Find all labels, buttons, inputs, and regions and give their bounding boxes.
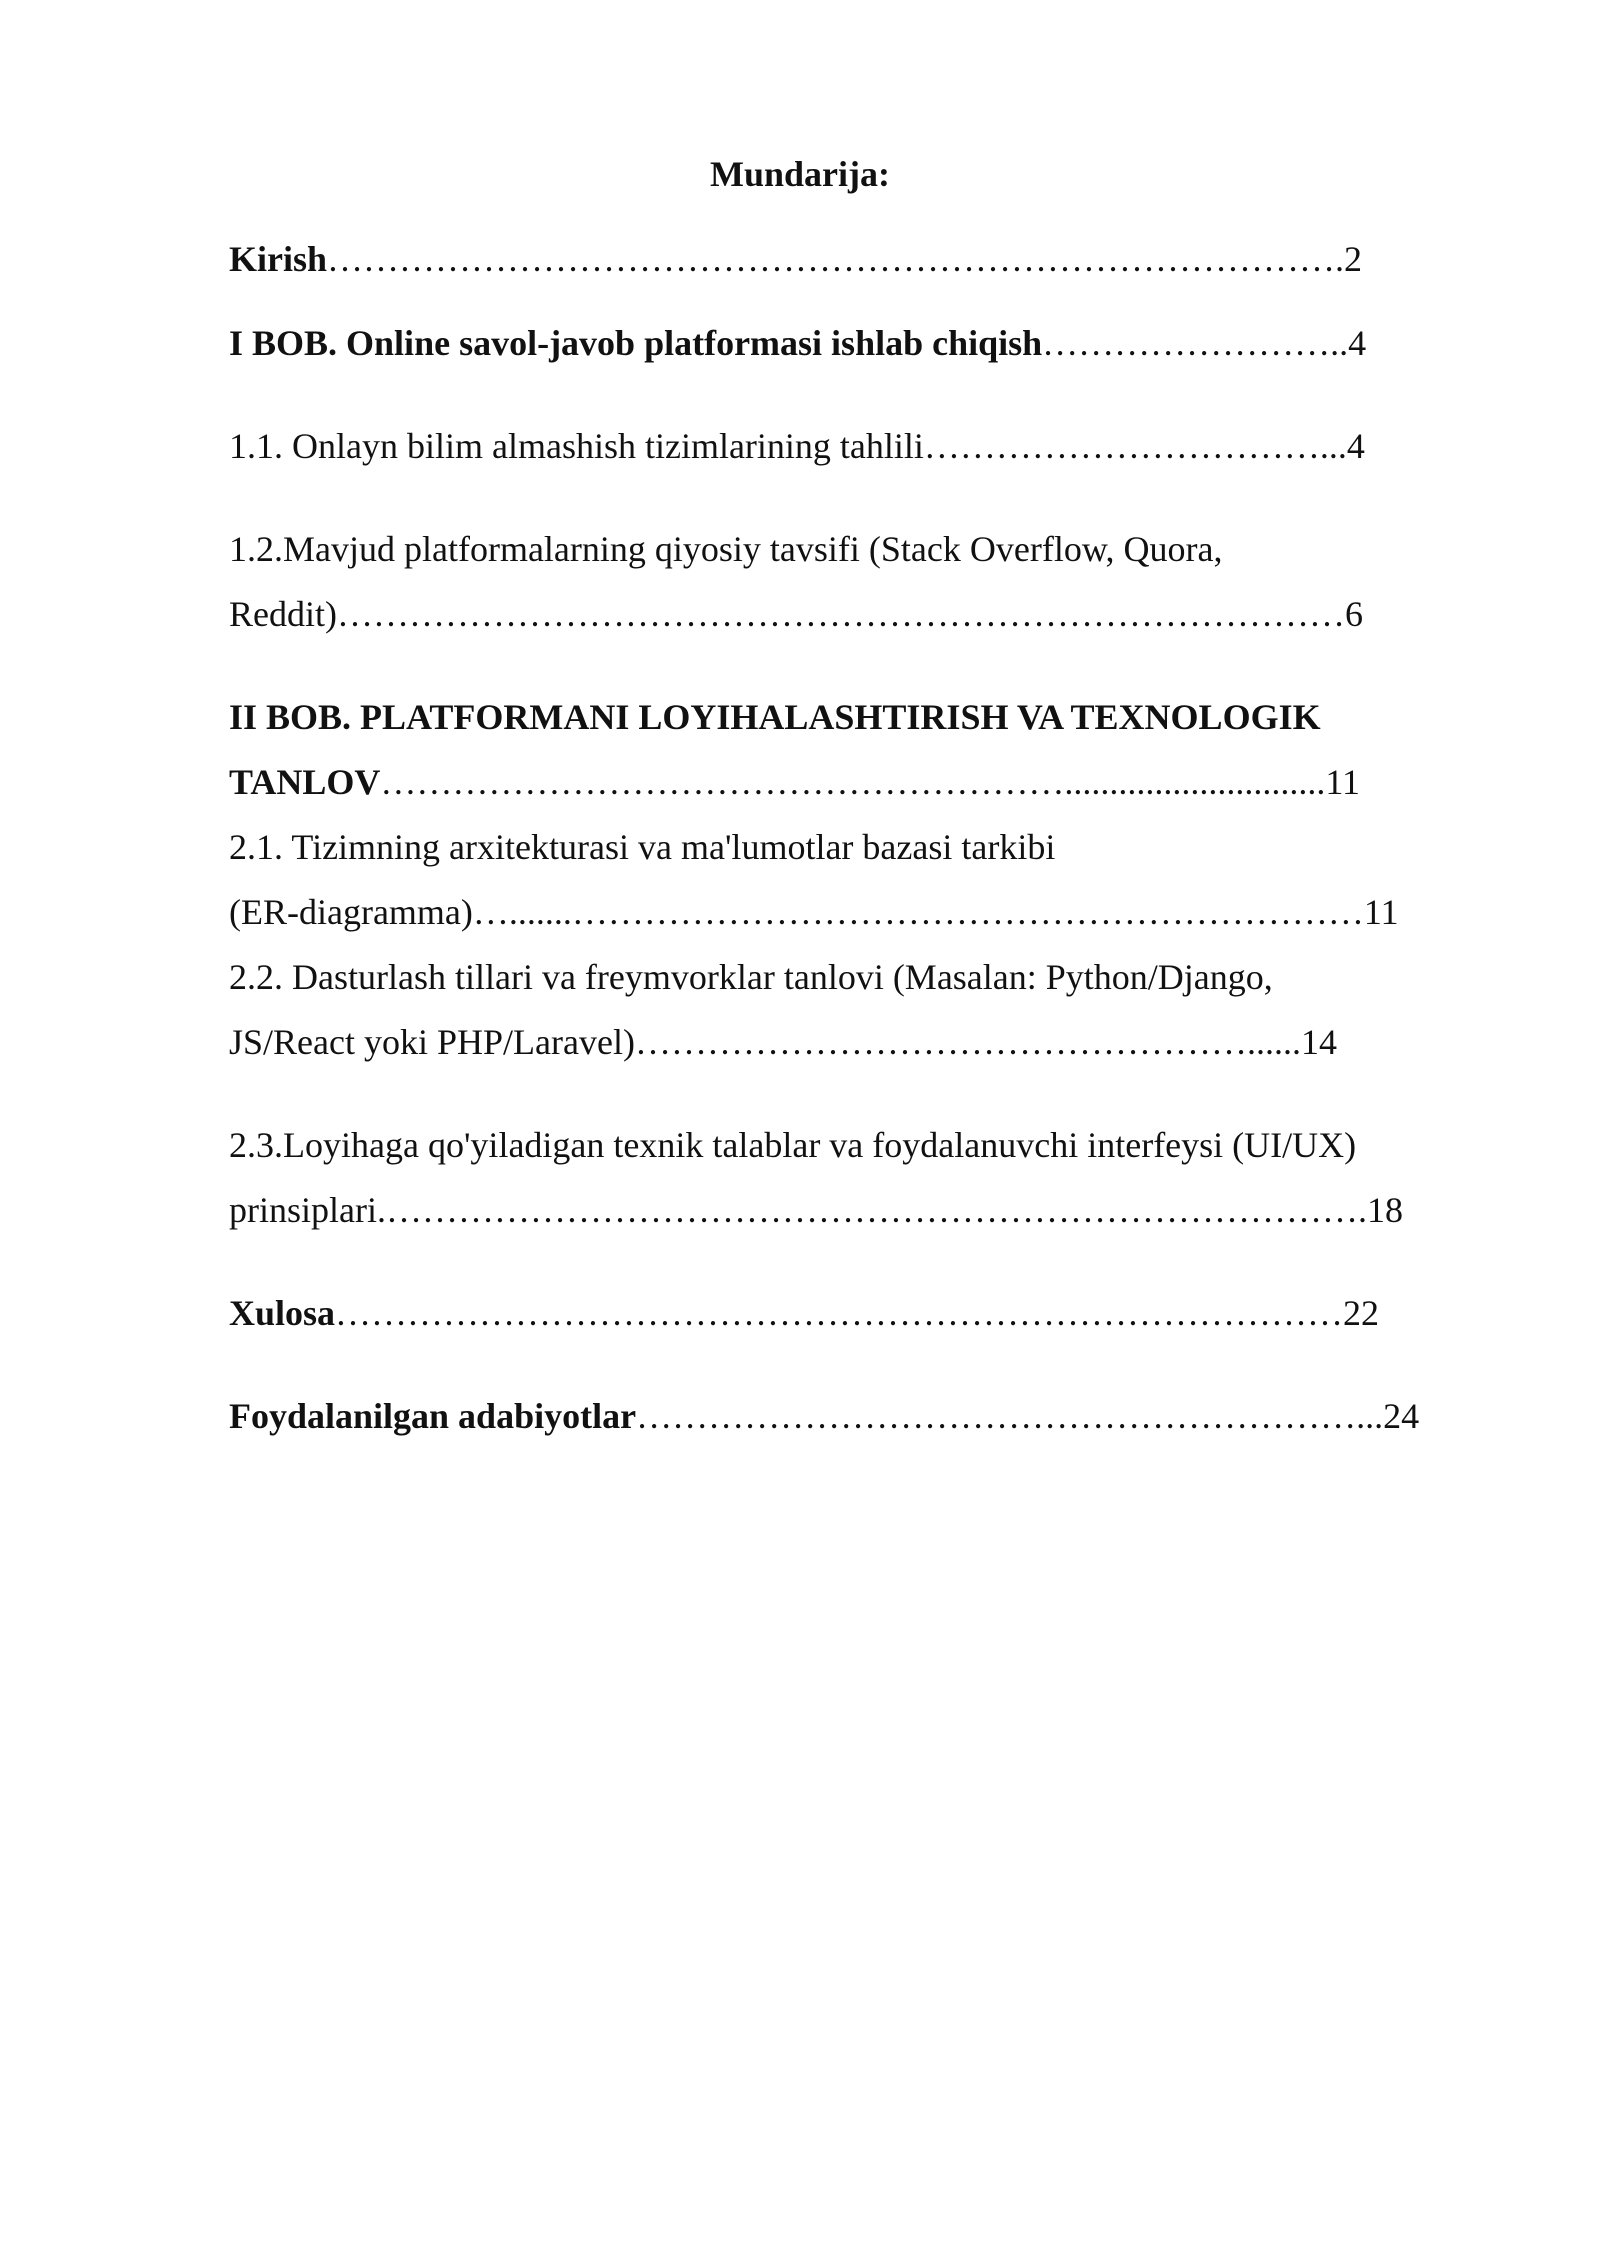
toc-entry-label: 1.2.Mavjud platformalarning qiyosiy tavsifi (Stack Overflow, Quora, <box>229 529 1223 569</box>
toc-entry-chapter-1 <box>229 321 1366 365</box>
toc-entry-chapter-2 <box>229 695 1321 739</box>
toc-entry-label: Reddit) <box>229 594 337 634</box>
toc-page-number: 18 <box>1366 1190 1403 1230</box>
toc-entry-2-3-cont <box>229 1188 1403 1232</box>
toc-title: Mundarija: <box>710 154 890 194</box>
toc-page-number: 24 <box>1383 1396 1420 1436</box>
toc-page-number: 14 <box>1300 1022 1337 1062</box>
toc-entry-2-3 <box>229 1123 1356 1167</box>
toc-entry-label: 2.3.Loyihaga qo'yiladigan texnik talablar va foydalanuvchi interfeysi (UI/UX) <box>229 1125 1357 1165</box>
toc-entry-label: 1.1. Onlayn bilim almashish tizimlarining tahlili <box>229 426 924 466</box>
toc-entry-2-2 <box>229 955 1273 999</box>
toc-leader: ………………………………………………………………………. <box>385 1190 1367 1230</box>
toc-entry-1-2-cont <box>229 592 1363 636</box>
toc-page-number: 6 <box>1344 594 1363 634</box>
toc-entry-label: II BOB. PLATFORMANI LOYIHALASHTIRISH VA TEXNOLOGIK <box>229 697 1321 737</box>
toc-entry-1-1 <box>229 424 1365 468</box>
toc-leader: …………………….. <box>1042 323 1349 363</box>
toc-page-number: 4 <box>1346 426 1365 466</box>
toc-leader: ……………………………………………...... <box>634 1022 1301 1062</box>
toc-entry-label: 2.2. Dasturlash tillari va freymvorklar tanlovi (Masalan: Python/Django, <box>229 957 1273 997</box>
toc-leader: ….......………………………………………………………… <box>472 892 1364 932</box>
toc-page-number: 11 <box>1363 892 1399 932</box>
toc-page-number: 22 <box>1343 1293 1380 1333</box>
toc-leader: ……………………………………………………... <box>636 1396 1384 1436</box>
toc-leader: ………………………………………………………………………… <box>335 1293 1344 1333</box>
toc-entry-label: TANLOV <box>229 762 381 802</box>
toc-entry-2-2-cont <box>229 1020 1337 1064</box>
toc-entry-label: Xulosa <box>229 1293 336 1333</box>
toc-entry-references <box>229 1394 1419 1438</box>
toc-entry-label: I BOB. Online savol-javob platformasi ishlab chiqish <box>229 323 1043 363</box>
toc-entry-chapter-2-cont <box>229 760 1360 804</box>
toc-entry-label: Kirish <box>229 239 328 279</box>
toc-entry-label: 2.1. Tizimning arxitekturasi va ma'lumotlar bazasi tarkibi <box>229 827 1056 867</box>
toc-entry-2-1 <box>229 825 1055 869</box>
toc-leader: ………………………………………………………………………… <box>336 594 1345 634</box>
toc-entry-label: JS/React yoki PHP/Laravel) <box>229 1022 635 1062</box>
toc-page-number: 2 <box>1344 239 1363 279</box>
toc-entry-xulosa <box>229 1291 1379 1335</box>
toc-entry-label: (ER-diagramma) <box>229 892 473 932</box>
toc-leader: ……………………………... <box>923 426 1347 466</box>
toc-leader: …………………………………………………………………………. <box>327 239 1345 279</box>
toc-page-number: 4 <box>1348 323 1367 363</box>
toc-entry-1-2 <box>229 527 1222 571</box>
toc-entry-2-1-cont <box>229 890 1399 934</box>
toc-page-number: 11 <box>1325 762 1361 802</box>
toc-leader: …………………………………………………............................. <box>380 762 1326 802</box>
toc-entry-label: Foydalanilgan adabiyotlar <box>229 1396 637 1436</box>
toc-entry-label: prinsiplari. <box>229 1190 386 1230</box>
toc-entry-kirish <box>229 237 1362 281</box>
